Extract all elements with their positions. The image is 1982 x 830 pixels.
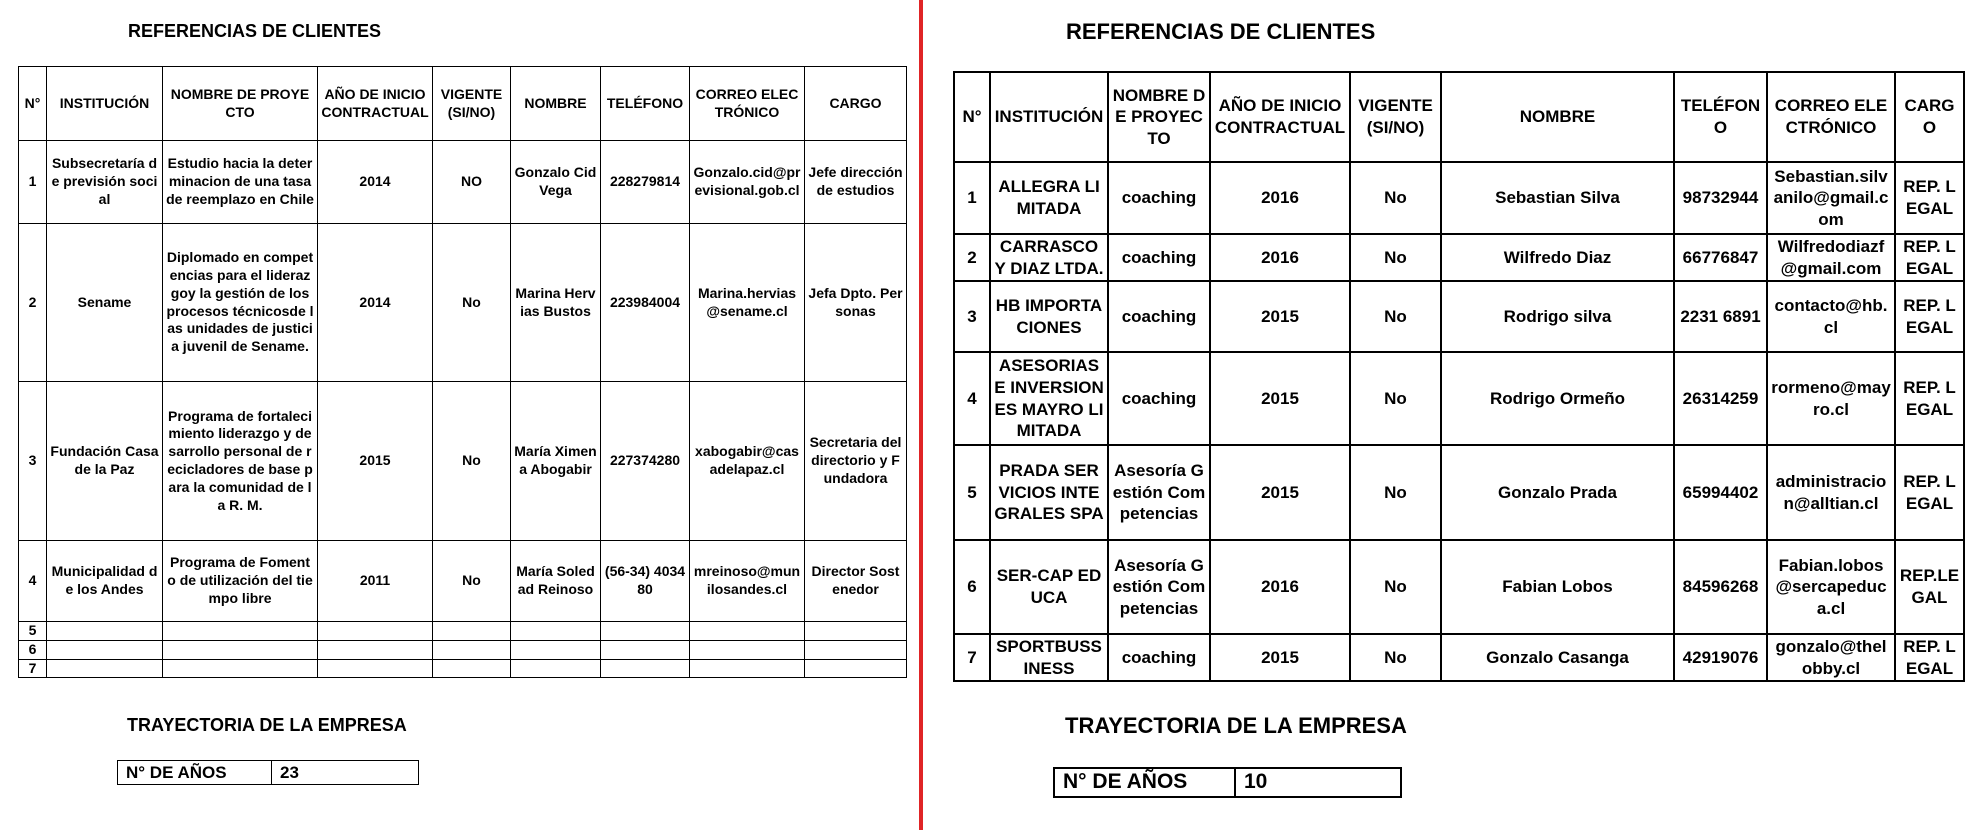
cell-num: 6 <box>19 640 47 659</box>
cell-proyecto: coaching <box>1108 634 1210 681</box>
cell-cargo: Jefa Dpto. Personas <box>805 224 907 382</box>
cell-proyecto: Estudio hacia la determinacion de una tasa de reemplazo en Chile <box>163 141 318 224</box>
cell-num: 7 <box>19 659 47 678</box>
cell-correo <box>690 622 805 641</box>
cell-proyecto: Asesoría Gestión Competencias <box>1108 445 1210 540</box>
cell-cargo: Secretaria del directorio y Fundadora <box>805 382 907 541</box>
cell-vigente: No <box>1350 162 1441 234</box>
header-vigente: VIGENTE (SI/NO) <box>433 67 511 141</box>
cell-proyecto: coaching <box>1108 281 1210 352</box>
cell-institucion: Municipalidad de los Andes <box>47 541 163 622</box>
cell-correo <box>690 659 805 678</box>
cell-correo: mreinoso@munilosandes.cl <box>690 541 805 622</box>
cell-vigente: No <box>1350 352 1441 445</box>
cell-correo: Fabian.lobos@sercapeduca.cl <box>1767 540 1895 634</box>
years-value: 23 <box>272 761 419 785</box>
cell-correo: Sebastian.silvanilo@gmail.com <box>1767 162 1895 234</box>
header-cargo: CARGO <box>1895 72 1964 162</box>
cell-num: 5 <box>19 622 47 641</box>
table-row <box>19 622 907 641</box>
header-num: N° <box>954 72 990 162</box>
table-row <box>954 234 1964 281</box>
cell-institucion: Subsecretaría de previsión social <box>47 141 163 224</box>
cell-nombre: Gonzalo Casanga <box>1441 634 1674 681</box>
cell-institucion: HB IMPORTACIONES <box>990 281 1108 352</box>
cell-anio-inicio: 2015 <box>1210 352 1350 445</box>
cell-anio-inicio: 2016 <box>1210 540 1350 634</box>
cell-correo: rormeno@mayro.cl <box>1767 352 1895 445</box>
header-correo: CORREO ELECTRÓNICO <box>1767 72 1895 162</box>
cell-num: 3 <box>19 382 47 541</box>
cell-anio-inicio <box>318 659 433 678</box>
cell-telefono <box>601 640 690 659</box>
table-row <box>954 162 1964 234</box>
right-trajectory-title: TRAYECTORIA DE LA EMPRESA <box>1065 713 1407 738</box>
cell-telefono: 26314259 <box>1674 352 1767 445</box>
cell-cargo <box>805 622 907 641</box>
cell-telefono: 42919076 <box>1674 634 1767 681</box>
cell-proyecto <box>163 640 318 659</box>
years-value: 10 <box>1235 768 1401 797</box>
table-header-row <box>954 72 1964 162</box>
red-divider <box>919 0 923 830</box>
header-proyecto: NOMBRE DE PROYECTO <box>1108 72 1210 162</box>
cell-institucion: Fundación Casa de la Paz <box>47 382 163 541</box>
table-row <box>954 445 1964 540</box>
header-num: N° <box>19 67 47 141</box>
cell-vigente <box>433 622 511 641</box>
cell-institucion: PRADA SERVICIOS INTEGRALES SPA <box>990 445 1108 540</box>
cell-num: 5 <box>954 445 990 540</box>
cell-vigente: No <box>433 224 511 382</box>
cell-proyecto: coaching <box>1108 234 1210 281</box>
header-anio-inicio: AÑO DE INICIO CONTRACTUAL <box>1210 72 1350 162</box>
cell-nombre: Rodrigo silva <box>1441 281 1674 352</box>
cell-anio-inicio: 2016 <box>1210 162 1350 234</box>
table-row <box>954 634 1964 681</box>
cell-institucion: Sename <box>47 224 163 382</box>
cell-cargo: REP. LEGAL <box>1895 445 1964 540</box>
cell-num: 6 <box>954 540 990 634</box>
cell-telefono <box>601 659 690 678</box>
cell-vigente <box>433 640 511 659</box>
cell-vigente: No <box>433 541 511 622</box>
cell-proyecto: Programa de fortalecimiento liderazgo y desarrollo personal de recicladores de base para la comunidad de la R. M. <box>163 382 318 541</box>
cell-vigente: No <box>1350 540 1441 634</box>
cell-nombre: Gonzalo Prada <box>1441 445 1674 540</box>
cell-anio-inicio <box>318 622 433 641</box>
cell-nombre: Rodrigo Ormeño <box>1441 352 1674 445</box>
cell-correo: xabogabir@casadelapaz.cl <box>690 382 805 541</box>
cell-telefono: (56-34) 403480 <box>601 541 690 622</box>
cell-proyecto: coaching <box>1108 162 1210 234</box>
cell-correo: contacto@hb.cl <box>1767 281 1895 352</box>
cell-proyecto <box>163 659 318 678</box>
table-header-row <box>19 67 907 141</box>
cell-nombre: Marina Hervias Bustos <box>511 224 601 382</box>
left-title: REFERENCIAS DE CLIENTES <box>128 21 382 41</box>
cell-vigente: No <box>1350 445 1441 540</box>
cell-proyecto: Diplomado en competencias para el liderazgoy la gestión de los procesos técnicosde las unidades de justicia juvenil de Sename. <box>163 224 318 382</box>
cell-num: 4 <box>19 541 47 622</box>
cell-telefono: 223984004 <box>601 224 690 382</box>
cell-cargo <box>805 640 907 659</box>
cell-cargo: REP. LEGAL <box>1895 281 1964 352</box>
cell-vigente <box>433 659 511 678</box>
cell-anio-inicio: 2016 <box>1210 234 1350 281</box>
right-years-box <box>1053 767 1402 798</box>
cell-cargo: Jefe dirección de estudios <box>805 141 907 224</box>
cell-num: 7 <box>954 634 990 681</box>
cell-institucion <box>47 659 163 678</box>
cell-nombre: Wilfredo Diaz <box>1441 234 1674 281</box>
right-title: REFERENCIAS DE CLIENTES <box>1066 19 1376 44</box>
cell-telefono: 65994402 <box>1674 445 1767 540</box>
cell-vigente: No <box>1350 634 1441 681</box>
cell-telefono: 228279814 <box>601 141 690 224</box>
header-telefono: TELÉFONO <box>601 67 690 141</box>
cell-nombre: María Ximena Abogabir <box>511 382 601 541</box>
cell-institucion: SER-CAP EDUCA <box>990 540 1108 634</box>
cell-cargo: REP. LEGAL <box>1895 234 1964 281</box>
cell-nombre: Gonzalo Cid Vega <box>511 141 601 224</box>
cell-num: 3 <box>954 281 990 352</box>
cell-correo: Wilfredodiazf@gmail.com <box>1767 234 1895 281</box>
years-label: N° DE AÑOS <box>1054 768 1235 797</box>
cell-institucion: ALLEGRA LIMITADA <box>990 162 1108 234</box>
cell-cargo: REP. LEGAL <box>1895 634 1964 681</box>
cell-correo: administracion@alltian.cl <box>1767 445 1895 540</box>
table-row <box>19 382 907 541</box>
cell-anio-inicio: 2011 <box>318 541 433 622</box>
cell-anio-inicio <box>318 640 433 659</box>
cell-cargo: REP.LEGAL <box>1895 540 1964 634</box>
cell-telefono: 66776847 <box>1674 234 1767 281</box>
header-anio-inicio: AÑO DE INICIO CONTRACTUAL <box>318 67 433 141</box>
cell-nombre: María Soledad Reinoso <box>511 541 601 622</box>
cell-proyecto: Programa de Fomento de utilización del tiempo libre <box>163 541 318 622</box>
left-years-box <box>117 760 419 785</box>
header-nombre: NOMBRE <box>1441 72 1674 162</box>
cell-cargo: REP. LEGAL <box>1895 162 1964 234</box>
header-proyecto: NOMBRE DE PROYECTO <box>163 67 318 141</box>
left-trajectory-title: TRAYECTORIA DE LA EMPRESA <box>127 715 407 735</box>
table-row <box>19 640 907 659</box>
cell-anio-inicio: 2015 <box>318 382 433 541</box>
cell-institucion <box>47 640 163 659</box>
cell-proyecto: Asesoría Gestión Competencias <box>1108 540 1210 634</box>
cell-institucion: CARRASCO Y DIAZ LTDA. <box>990 234 1108 281</box>
cell-vigente: No <box>1350 281 1441 352</box>
cell-vigente: NO <box>433 141 511 224</box>
table-row <box>954 352 1964 445</box>
cell-anio-inicio: 2015 <box>1210 281 1350 352</box>
cell-nombre <box>511 659 601 678</box>
cell-num: 1 <box>19 141 47 224</box>
cell-anio-inicio: 2015 <box>1210 445 1350 540</box>
cell-anio-inicio: 2014 <box>318 141 433 224</box>
cell-nombre <box>511 622 601 641</box>
cell-anio-inicio: 2015 <box>1210 634 1350 681</box>
cell-telefono <box>601 622 690 641</box>
cell-correo: gonzalo@thelobby.cl <box>1767 634 1895 681</box>
header-nombre: NOMBRE <box>511 67 601 141</box>
table-row <box>19 659 907 678</box>
cell-nombre: Sebastian Silva <box>1441 162 1674 234</box>
cell-anio-inicio: 2014 <box>318 224 433 382</box>
cell-cargo <box>805 659 907 678</box>
cell-nombre <box>511 640 601 659</box>
left-clients-table <box>18 66 907 678</box>
cell-institucion <box>47 622 163 641</box>
header-correo: CORREO ELECTRÓNICO <box>690 67 805 141</box>
table-row <box>954 540 1964 634</box>
cell-institucion: ASESORIAS E INVERSIONES MAYRO LIMITADA <box>990 352 1108 445</box>
table-row <box>954 281 1964 352</box>
table-row <box>19 224 907 382</box>
cell-telefono: 84596268 <box>1674 540 1767 634</box>
header-vigente: VIGENTE (SI/NO) <box>1350 72 1441 162</box>
cell-nombre: Fabian Lobos <box>1441 540 1674 634</box>
cell-telefono: 98732944 <box>1674 162 1767 234</box>
table-row <box>19 141 907 224</box>
header-telefono: TELÉFONO <box>1674 72 1767 162</box>
cell-correo: Marina.hervias@sename.cl <box>690 224 805 382</box>
cell-proyecto: coaching <box>1108 352 1210 445</box>
years-label: N° DE AÑOS <box>118 761 272 785</box>
table-row <box>19 541 907 622</box>
cell-correo: Gonzalo.cid@previsional.gob.cl <box>690 141 805 224</box>
cell-institucion: SPORTBUSSINESS <box>990 634 1108 681</box>
cell-vigente: No <box>433 382 511 541</box>
cell-correo <box>690 640 805 659</box>
cell-num: 1 <box>954 162 990 234</box>
header-institucion: INSTITUCIÓN <box>990 72 1108 162</box>
cell-vigente: No <box>1350 234 1441 281</box>
cell-num: 2 <box>19 224 47 382</box>
cell-telefono: 2231 6891 <box>1674 281 1767 352</box>
cell-num: 4 <box>954 352 990 445</box>
cell-cargo: REP. LEGAL <box>1895 352 1964 445</box>
right-clients-table <box>953 71 1965 682</box>
cell-cargo: Director Sostenedor <box>805 541 907 622</box>
header-cargo: CARGO <box>805 67 907 141</box>
cell-num: 2 <box>954 234 990 281</box>
header-institucion: INSTITUCIÓN <box>47 67 163 141</box>
cell-telefono: 227374280 <box>601 382 690 541</box>
cell-proyecto <box>163 622 318 641</box>
